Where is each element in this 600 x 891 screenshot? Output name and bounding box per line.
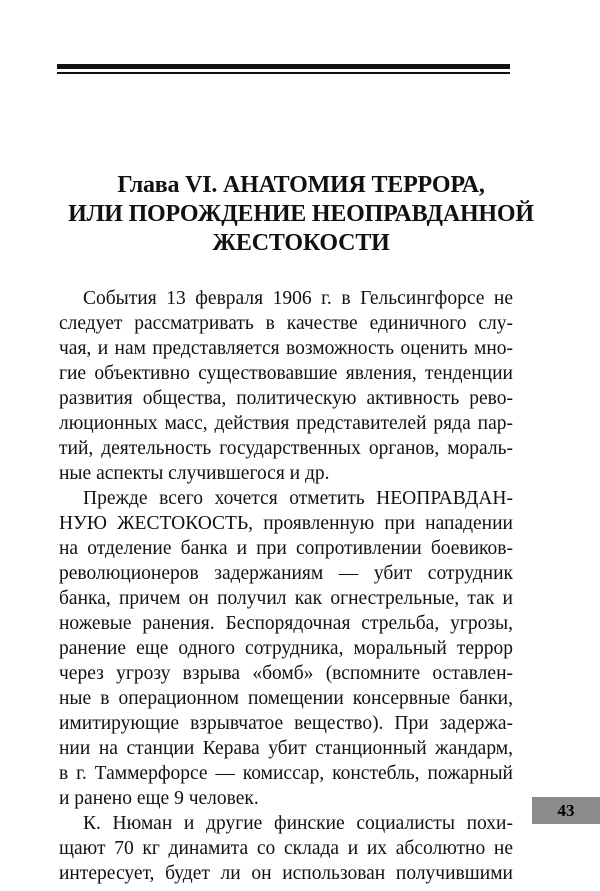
text-line: в г. Таммерфорсе — комиссар, констебль, пожарный bbox=[59, 763, 513, 784]
text-line: ные в операционном помещении консервные банки, bbox=[59, 688, 513, 709]
text-line: щают 70 кг динамита со склада и их абсолютно не bbox=[59, 838, 513, 859]
text-line: революционеров задержаниям — убит сотрудник bbox=[59, 563, 513, 584]
text-line: нии на станции Керава убит станционный жандарм, bbox=[59, 738, 513, 759]
body-text bbox=[59, 286, 513, 886]
text-line: через угрозу взрыва «бомб» (вспомните оставлен- bbox=[59, 663, 513, 684]
page-number-tab bbox=[532, 797, 600, 824]
text-line: следует рассматривать в качестве единичного слу- bbox=[59, 313, 513, 334]
text-line: развития общества, политическую активность рево- bbox=[59, 388, 513, 409]
text-line: Прежде всего хочется отметить НЕОПРАВДАН- bbox=[83, 488, 513, 509]
text-line: ные аспекты случившегося и др. bbox=[59, 463, 330, 484]
text-line: интересует, будет ли он использован получившими bbox=[59, 863, 513, 884]
chapter-title-line: ИЛИ ПОРОЖДЕНИЕ НЕОПРАВДАННОЙ bbox=[68, 201, 534, 227]
paragraph-2 bbox=[59, 486, 513, 811]
text-line: и ранено еще 9 человек. bbox=[59, 788, 259, 809]
page-number: 43 bbox=[557, 800, 575, 820]
text-line: имитирующие взрывчатое вещество). При задержа- bbox=[59, 713, 513, 734]
text-line: люционных масс, действия представителей ряда пар- bbox=[59, 413, 513, 434]
text-line: ножевые ранения. Беспорядочная стрельба, угрозы, bbox=[59, 613, 513, 634]
text-line: НУЮ ЖЕСТОКОСТЬ, проявленную при нападении bbox=[59, 513, 513, 534]
paragraph-1 bbox=[59, 286, 513, 486]
chapter-title-line: ЖЕСТОКОСТИ bbox=[212, 230, 390, 256]
text-line: на отделение банка и при сопротивлении боевиков- bbox=[59, 538, 513, 559]
chapter-title-line: Глава VI. АНАТОМИЯ ТЕРРОРА, bbox=[117, 172, 485, 198]
paragraph-3 bbox=[59, 811, 513, 886]
text-line: ранение еще одного сотрудника, моральный террор bbox=[59, 638, 513, 659]
text-line: События 13 февраля 1906 г. в Гельсингфорсе не bbox=[83, 288, 513, 309]
text-line: К. Нюман и другие финские социалисты похи- bbox=[83, 813, 513, 834]
text-line: тий, деятельность государственных органов, мораль- bbox=[59, 438, 513, 459]
text-line: гие объективно существовавшие явления, тенденции bbox=[59, 363, 513, 384]
text-line: банка, причем он получил как огнестрельные, так и bbox=[59, 588, 513, 609]
text-line: чая, и нам представляется возможность оценить мно- bbox=[59, 338, 513, 359]
